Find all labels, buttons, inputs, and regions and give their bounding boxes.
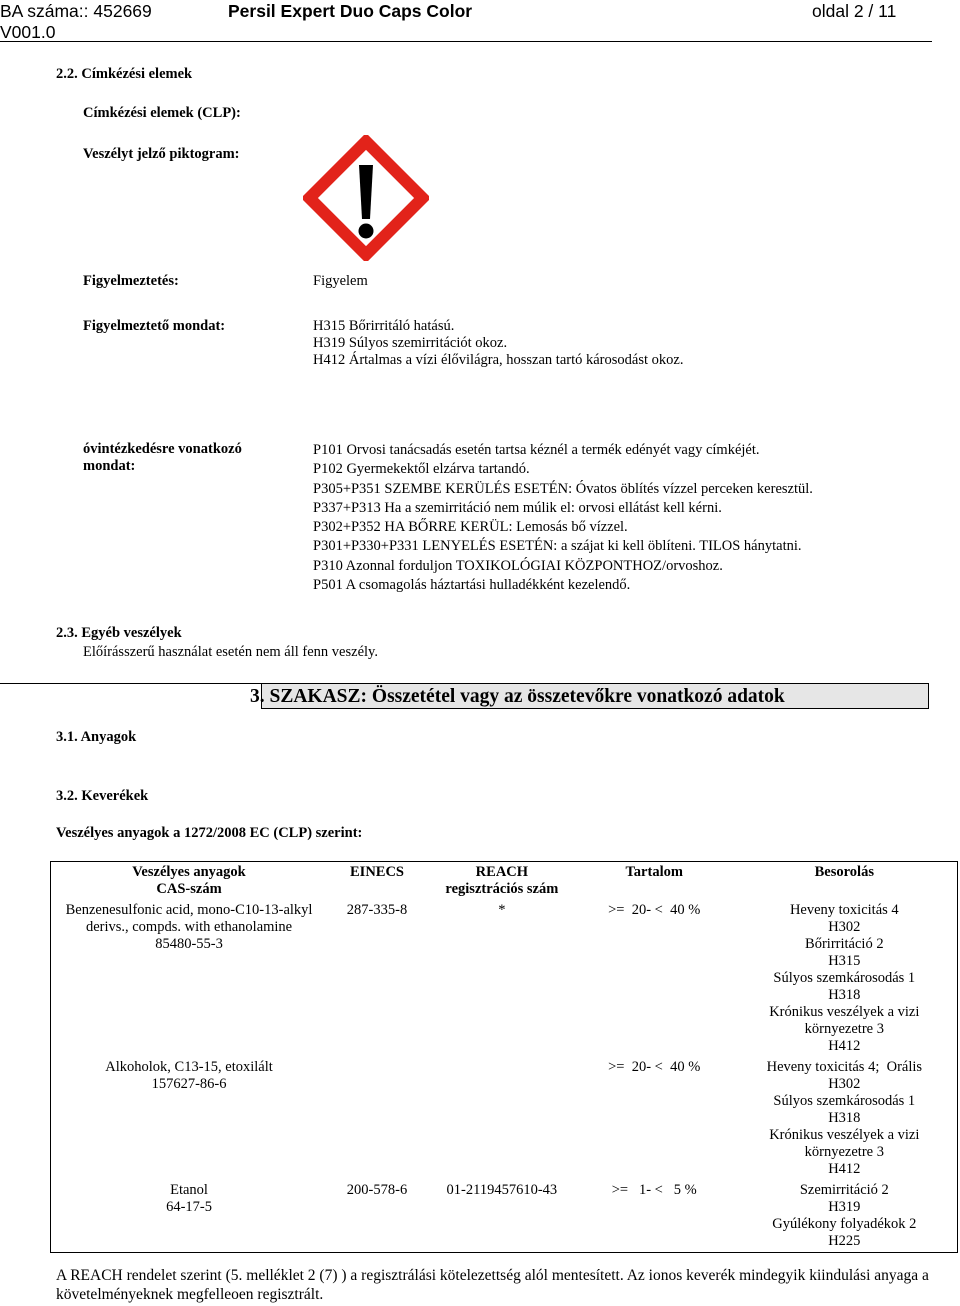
pictogram-label: Veszélyt jelző piktogram: bbox=[83, 146, 240, 162]
einecs-cell: 287-335-8 bbox=[346, 902, 408, 918]
hazard-statement: H315 Bőrirritáló hatású. bbox=[313, 318, 455, 334]
hazardous-substances-table bbox=[50, 861, 958, 1253]
classification-line: környezetre 3 bbox=[804, 1021, 884, 1037]
classification-line: Bőrirritáció 2 bbox=[805, 936, 884, 952]
signal-word: Figyelem bbox=[313, 273, 368, 289]
substance-name: derivs., compds. with ethanolamine bbox=[85, 919, 293, 935]
precaution-label-line: óvintézkedésre vonatkozó bbox=[83, 441, 242, 457]
column-header-text: REACH bbox=[475, 864, 529, 880]
reach-cell: * bbox=[498, 902, 506, 918]
content-cell: >= 20- < 40 % bbox=[608, 1059, 701, 1075]
classification-line: H412 bbox=[828, 1038, 861, 1054]
column-header-einecs: EINECS bbox=[350, 864, 404, 880]
column-header-classification: Besorolás bbox=[814, 864, 874, 880]
section-2-2-heading: 2.2. Címkézési elemek bbox=[56, 66, 193, 82]
section-banner-left-rule bbox=[0, 683, 261, 684]
classification-line: Heveny toxicitás 4; Orális bbox=[766, 1059, 923, 1075]
classification-line: H315 bbox=[828, 953, 861, 969]
column-header-reach bbox=[427, 862, 577, 901]
signal-word-label: Figyelmeztetés: bbox=[83, 273, 179, 289]
table-row bbox=[51, 900, 958, 1057]
cas-number: 64-17-5 bbox=[166, 1199, 212, 1215]
classification-line: Súlyos szemkárosodás 1 bbox=[773, 1093, 916, 1109]
document-version: V001.0 bbox=[0, 22, 56, 42]
precaution-label bbox=[83, 441, 242, 475]
classification-line: Gyúlékony folyadékok 2 bbox=[772, 1216, 917, 1232]
section-3-banner bbox=[250, 683, 929, 709]
table-row bbox=[51, 1180, 958, 1253]
classification-line: H318 bbox=[828, 1110, 861, 1126]
reach-footnote: A REACH rendelet szerint (5. melléklet 2 (7) ) a regisztrálási kötelezettség alól mentesített. Az ionos keverék mindegyik kiindulási anyaga a követelményeknek megfelleoen regisztrált. bbox=[56, 1267, 929, 1303]
precaution-statement: P102 Gyermekektől elzárva tartandó. bbox=[313, 461, 530, 478]
hazard-statements bbox=[313, 318, 683, 369]
section-2-3-heading: 2.3. Egyéb veszélyek bbox=[56, 625, 182, 641]
content-cell: >= 1- < 5 % bbox=[611, 1182, 697, 1198]
page-number: oldal 2 / 11 bbox=[812, 1, 897, 21]
classification-line: H302 bbox=[828, 919, 861, 935]
classification-line: H319 bbox=[828, 1199, 861, 1215]
reach-cell: 01-2119457610-43 bbox=[446, 1182, 558, 1198]
section-3-2-heading: 3.2. Keverékek bbox=[56, 788, 149, 804]
substance-cell bbox=[51, 1057, 328, 1180]
substance-name: Etanol bbox=[170, 1182, 208, 1198]
other-hazards-text: Előírásszerű használat esetén nem áll fenn veszély. bbox=[83, 644, 378, 660]
precaution-statement: P310 Azonnal forduljon TOXIKOLÓGIAI KÖZPONTHOZ/orvoshoz. bbox=[313, 557, 723, 574]
precaution-statements bbox=[313, 441, 813, 595]
precaution-label-line: mondat: bbox=[83, 458, 136, 474]
cas-number: 157627-86-6 bbox=[151, 1076, 227, 1092]
table-caption: Veszélyes anyagok a 1272/2008 EC (CLP) szerint: bbox=[56, 825, 363, 841]
table-row bbox=[51, 1057, 958, 1180]
substance-cell bbox=[51, 1180, 328, 1253]
table-header-row bbox=[51, 862, 958, 901]
classification-line: környezetre 3 bbox=[804, 1144, 884, 1160]
einecs-cell bbox=[327, 1057, 427, 1180]
precaution-statement: P101 Orvosi tanácsadás esetén tartsa kéznél a termék edényét vagy címkéjét. bbox=[313, 442, 760, 458]
classification-line: H302 bbox=[828, 1076, 861, 1092]
classification-line: Krónikus veszélyek a vizi bbox=[769, 1004, 920, 1020]
column-header-text: Veszélyes anyagok bbox=[132, 864, 246, 880]
column-header-text: regisztrációs szám bbox=[445, 881, 559, 897]
classification-line: H225 bbox=[828, 1233, 861, 1249]
precaution-statement: P337+P313 Ha a szemirritáció nem múlik el: orvosi ellátást kell kérni. bbox=[313, 499, 722, 516]
precaution-statement: P302+P352 HA BŐRRE KERÜL: Lemosás bő vízzel. bbox=[313, 519, 628, 536]
column-header-content: Tartalom bbox=[625, 864, 683, 880]
classification-cell bbox=[732, 1057, 958, 1180]
classification-line: H318 bbox=[828, 987, 861, 1003]
section-3-1-heading: 3.1. Anyagok bbox=[56, 729, 137, 745]
cas-number: 85480-55-3 bbox=[155, 936, 223, 952]
document-number: BA száma:: 452669 bbox=[0, 1, 152, 21]
substance-cell bbox=[51, 900, 328, 1057]
clp-label: Címkézési elemek (CLP): bbox=[83, 105, 241, 121]
precaution-statement: P305+P351 SZEMBE KERÜLÉS ESETÉN: Óvatos öblítés vízzel perceken keresztül. bbox=[313, 480, 813, 497]
column-header-text: CAS-szám bbox=[156, 881, 222, 897]
hazard-statement: H319 Súlyos szemirritációt okoz. bbox=[313, 335, 508, 351]
classification-line: Súlyos szemkárosodás 1 bbox=[773, 970, 916, 986]
hazard-statement-label: Figyelmeztető mondat: bbox=[83, 318, 226, 334]
precaution-statement: P501 A csomagolás háztartási hulladékként kezelendő. bbox=[313, 577, 631, 594]
classification-cell bbox=[732, 1180, 958, 1253]
ghs07-exclamation-mark-icon bbox=[303, 135, 429, 261]
substance-name: Alkoholok, C13-15, etoxilált bbox=[105, 1059, 273, 1075]
content-cell: >= 20- < 40 % bbox=[608, 902, 701, 918]
precaution-statement: P301+P330+P331 LENYELÉS ESETÉN: a szájat ki kell öblíteni. TILOS hánytatni. bbox=[313, 538, 802, 555]
classification-line: Heveny toxicitás 4 bbox=[789, 902, 899, 918]
column-header-substance bbox=[51, 862, 328, 901]
hazard-statement: H412 Ártalmas a vízi élővilágra, hosszan tartó károsodást okoz. bbox=[313, 352, 684, 368]
classification-line: Krónikus veszélyek a vizi bbox=[769, 1127, 920, 1143]
einecs-cell: 200-578-6 bbox=[346, 1182, 408, 1198]
classification-line: Szemirritáció 2 bbox=[799, 1182, 889, 1198]
substance-name: Benzenesulfonic acid, mono-C10-13-alkyl bbox=[65, 902, 313, 918]
product-title: Persil Expert Duo Caps Color bbox=[228, 1, 473, 21]
header-divider bbox=[0, 41, 932, 42]
classification-line: H412 bbox=[828, 1161, 861, 1177]
section-3-title: 3. SZAKASZ: Összetétel vagy az összetevőkre vonatkozó adatok bbox=[250, 686, 785, 707]
reach-cell bbox=[427, 1057, 577, 1180]
classification-cell bbox=[732, 900, 958, 1057]
